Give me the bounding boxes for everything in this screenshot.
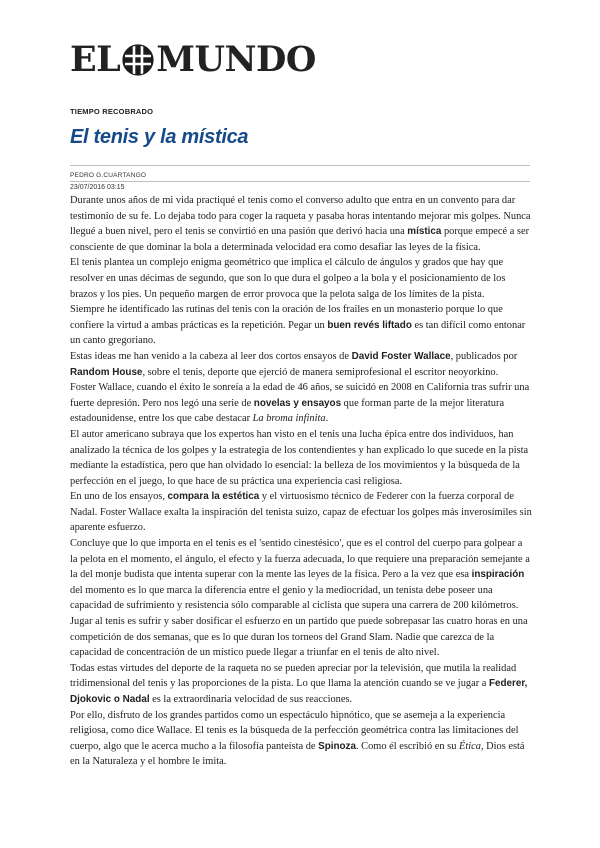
- paragraph-text: es tan difícil como entonar un canto gregoriano.: [70, 319, 526, 347]
- masthead-right: MUNDO: [156, 39, 316, 80]
- paragraph-text: Foster Wallace, cuando el éxito le sonreía a la edad de 46 años, se suicidó en 2008 en California tras sufrir una fuerte depresión. Pero nos legó una serie de: [70, 382, 530, 409]
- italic-title: Ética: [459, 740, 481, 752]
- divider-top: [70, 165, 530, 166]
- globe-icon: [122, 44, 154, 76]
- article-paragraph: [70, 255, 532, 302]
- highlight-link[interactable]: mística: [407, 226, 442, 238]
- article-paragraph: [70, 708, 532, 770]
- article-paragraph: [70, 302, 532, 349]
- italic-title: La broma infinita: [252, 413, 326, 425]
- publish-date: 23/07/2016 03:15: [70, 184, 125, 191]
- paragraph-text: , publicados por: [450, 350, 518, 362]
- article-paragraph: [70, 614, 532, 661]
- paragraph-text: Durante unos años de mi vida practiqué el tenis como el converso adulto que entra en un convento para dar testimonio de su fe. Lo dejaba todo para coger la raqueta y pasaba horas intentando mejorar mis golpes. Nunca llegué a buen nivel, pero el tenis se convirtió en una pasión que derivó hacia una: [70, 195, 531, 238]
- article-paragraph: [70, 427, 532, 489]
- divider-bottom: [70, 181, 530, 182]
- highlight-link[interactable]: Federer, Djokovic o Nadal: [70, 678, 528, 705]
- article-paragraph: [70, 489, 532, 536]
- paragraph-text: . Como él escribió en su: [355, 740, 459, 752]
- highlight-link[interactable]: compara la estética: [167, 491, 260, 503]
- section-label[interactable]: TIEMPO RECOBRADO: [70, 107, 154, 116]
- paragraph-text: y el virtuosismo técnico de Federer con la fuerza corporal de Nadal. Foster Wallace exalta la inspiración del tenista suizo, capaz de efectuar los golpes más inverosímiles sin aparente esfuerzo.: [70, 491, 532, 534]
- paragraph-text: del momento es lo que marca la diferencia entre el genio y la mediocridad, un tenista debe poseer una capacidad de sufrimiento y resistencia sólo comparable al ciclista que supera una carrera de 200 kilómetros.: [70, 584, 519, 612]
- highlight-link[interactable]: David Foster Wallace: [351, 350, 451, 362]
- article-paragraph: [70, 380, 532, 427]
- highlight-link[interactable]: Spinoza: [318, 740, 356, 752]
- paragraph-text: , Dios está en la Naturaleza y el hombre le imita.: [70, 740, 525, 768]
- highlight-link[interactable]: novelas y ensayos: [253, 397, 342, 409]
- masthead-left: EL: [70, 39, 121, 80]
- byline: PEDRO G.CUARTANGO: [70, 172, 147, 179]
- paragraph-text: Por ello, disfruto de los grandes partidos como un espectáculo hipnótico, que se asemeja a la experiencia religiosa, como dice Wallace. El tenis es la búsqueda de la perfección geométrica contra las limitaciones del cuerpo, algo que le acerca mucho a la filosofía panteísta de: [70, 709, 519, 752]
- article-paragraph: [70, 349, 532, 380]
- highlight-link[interactable]: inspiración: [471, 569, 525, 581]
- paragraph-text: porque empecé a ser consciente de que dominar la bola a determinada velocidad era como desafiar las leyes de la física.: [70, 226, 530, 253]
- paragraph-text: , sobre el tenis, deporte que ejerció de manera semiprofesional el escritor neoyorkino.: [142, 366, 499, 378]
- paragraph-text: Estas ideas me han venido a la cabeza al leer dos cortos ensayos de: [70, 350, 352, 362]
- article-paragraph: [70, 193, 532, 255]
- paragraph-text: El autor americano subraya que los expertos han visto en el tenis una lucha épica entre dos individuos, han analizado la técnica de los golpes y la estrategia de los contendientes y han explicado lo que sucede en la pista mediante la estadística, pero que han olvidado lo esencial: la belleza de los movimientos y la búsqueda de la perfección en el juego, lo que hace de su práctica una experiencia casi religiosa.: [70, 428, 529, 487]
- paragraph-text: Jugar al tenis es sufrir y saber dosificar el esfuerzo en un partido que puede sobrepasar las cuatro horas en una competición de dos semanas, que es lo que duran los torneos del Grand Slam. Nadie que carezca de la capacidad de concentración de un místico puede llegar a triunfar en el tenis de alto nivel.: [70, 616, 528, 659]
- article-body: [70, 193, 532, 770]
- paragraph-text: Siempre he identificado las rutinas del tenis con la oración de los frailes en un monasterio porque lo que confiere la virtud a ambas prácticas es la repetición. Pegar un: [70, 304, 503, 331]
- paragraph-text: Concluye que lo que importa en el tenis es el 'sentido cinestésico', que es el control del cuerpo para golpear a la pelota en el momento, el ángulo, el efecto y la fuerza adecuada, lo que requiere una preparación semejante a la del monje budista que intenta superar con la mente las leyes de la física. Pero a la vez que esa: [70, 538, 530, 581]
- masthead-logo[interactable]: [70, 40, 316, 80]
- paragraph-text: que forman parte de la mejor literatura estadounidense, entre los que cabe destacar: [70, 397, 505, 425]
- paragraph-text: El tenis plantea un complejo enigma geométrico que implica el cálculo de ángulos y grados que hay que resolver en unas décimas de segundo, que son lo que dura el golpeo a la bola y el posicionamiento de los brazos y los pies. Un pequeño margen de error provoca que la pelota salga de los límites de la pista.: [70, 257, 506, 300]
- highlight-link[interactable]: Random House: [70, 366, 143, 378]
- highlight-link[interactable]: buen revés liftado: [327, 319, 412, 331]
- article-paragraph: [70, 536, 532, 614]
- paragraph-text: En uno de los ensayos,: [70, 491, 168, 503]
- headline: El tenis y la mística: [70, 126, 249, 148]
- paragraph-text: .: [325, 413, 329, 425]
- paragraph-text: es la extraordinaria velocidad de sus reacciones.: [149, 694, 353, 705]
- article-paragraph: [70, 661, 532, 708]
- paragraph-text: Todas estas virtudes del deporte de la raqueta no se pueden apreciar por la televisión, que mutila la realidad tridimensional del tenis y las proporciones de la pista. Lo que llama la atención cuando se ve jugar a: [70, 662, 517, 690]
